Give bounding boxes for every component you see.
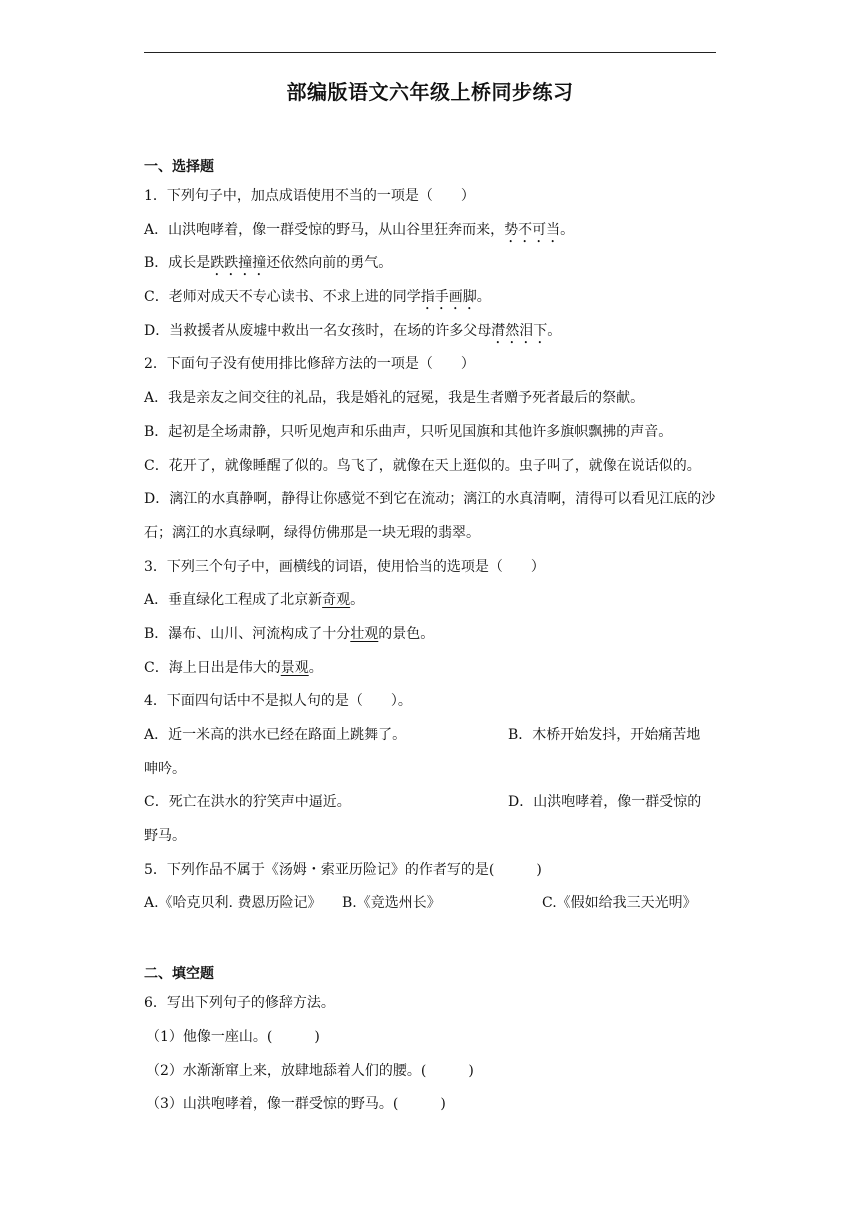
dotted-idiom: 跌跌撞撞 — [210, 255, 267, 272]
question-6-item-2: （2）水渐渐窜上来，放肆地舔着人们的腰。( ) — [146, 1062, 474, 1079]
question-1-option-a: A．山洪咆哮着，像一群受惊的野马，从山谷里狂奔而来，势不可当。 — [144, 221, 575, 238]
question-4-option-d-cont: 野马。 — [144, 828, 186, 845]
question-3-option-a: A．垂直绿化工程成了北京新奇观。 — [144, 592, 365, 609]
dotted-idiom: 指手画脚 — [420, 289, 477, 306]
question-5-options — [144, 887, 716, 921]
question-2-stem: 2．下面句子没有使用排比修辞方法的一项是（ ） — [144, 356, 475, 373]
question-5-option-b: B.《竞选州长》 — [342, 895, 441, 912]
question-5-option-a: A.《哈克贝利. 费恩历险记》 — [144, 895, 322, 912]
question-4-option-c: C．死亡在洪水的狞笑声中逼近。 — [144, 794, 351, 811]
question-3-stem: 3．下列三个句子中，画横线的词语，使用恰当的选项是（ ） — [144, 558, 545, 575]
question-4-option-b-cont: 呻吟。 — [144, 760, 186, 777]
question-5-option-c: C.《假如给我三天光明》 — [542, 895, 697, 912]
worksheet-body — [144, 154, 716, 1122]
underlined-word: 奇观 — [322, 592, 351, 609]
question-1-stem: 1．下列句子中，加点成语使用不当的一项是（ ） — [144, 188, 475, 204]
page-title: 部编版语文六年级上桥同步练习 — [286, 80, 574, 104]
question-2-option-a: A．我是亲友之间交往的礼品，我是婚礼的冠冕，我是生者赠予死者最后的祭献。 — [144, 390, 645, 407]
question-3-option-b: B．瀑布、山川、河流构成了十分壮观的景色。 — [144, 625, 435, 642]
question-4-stem: 4．下面四句话中不是拟人句的是（ ）。 — [144, 693, 412, 710]
header-rule — [144, 52, 716, 53]
question-4-row-cd — [144, 786, 716, 820]
question-4-option-b: B．木桥开始发抖，开始痛苦地 — [508, 727, 701, 744]
section-heading-fill: 二、填空题 — [144, 966, 214, 983]
question-3-option-c: C．海上日出是伟大的景观。 — [144, 659, 323, 676]
question-2-option-b: B．起初是全场肃静，只听见炮声和乐曲声，只听见国旗和其他许多旗帜飘拂的声音。 — [144, 423, 673, 440]
question-5-stem: 5．下列作品不属于《汤姆・索亚历险记》的作者写的是( ) — [144, 861, 542, 878]
question-1-option-c: C．老师对成天不专心读书、不求上进的同学指手画脚。 — [144, 289, 491, 306]
section-heading-choice: 一、选择题 — [144, 159, 214, 175]
question-6-stem: 6．写出下列句子的修辞方法。 — [144, 995, 335, 1012]
question-1-option-b: B．成长是跌跌撞撞还依然向前的勇气。 — [144, 255, 393, 272]
dotted-idiom: 潸然泪下 — [491, 322, 548, 339]
question-4-option-a: A．近一米高的洪水已经在路面上跳舞了。 — [144, 727, 407, 744]
question-4-row-ab — [144, 719, 716, 753]
dotted-idiom: 势不可当 — [504, 221, 561, 238]
question-1-option-d: D．当救援者从废墟中救出一名女孩时，在场的许多父母潸然泪下。 — [144, 322, 562, 339]
question-2-option-c: C．花开了，就像睡醒了似的。鸟飞了，就像在天上逛似的。虫子叫了，就像在说话似的。 — [144, 457, 701, 474]
question-4-option-d: D．山洪咆哮着，像一群受惊的 — [508, 794, 702, 811]
question-2-option-d: D．漓江的水真静啊，静得让你感觉不到它在流动；漓江的水真清啊，清得可以看见江底的沙石；漓江的水真绿啊，绿得仿佛那是一块无瑕的翡翠。 — [144, 491, 716, 541]
question-6-item-1: （1）他像一座山。( ) — [146, 1028, 320, 1045]
underlined-word: 景观 — [280, 659, 309, 676]
question-6-item-3: （3）山洪咆哮着，像一群受惊的野马。( ) — [146, 1096, 446, 1113]
underlined-word: 壮观 — [350, 625, 379, 642]
